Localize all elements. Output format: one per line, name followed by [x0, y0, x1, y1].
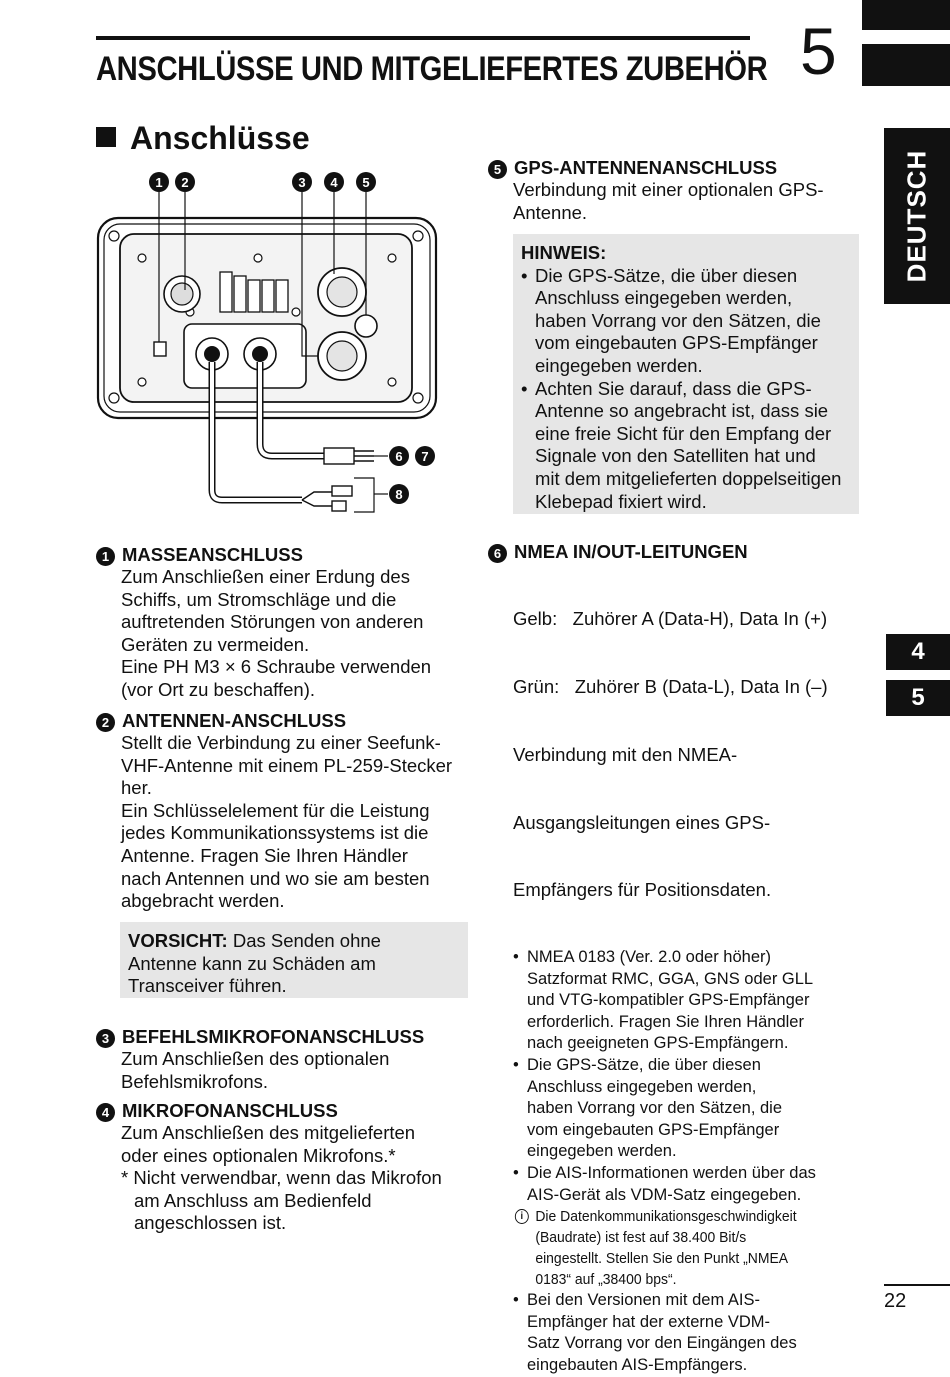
text-line: oder eines optionalen Mikrofons.* — [121, 1144, 396, 1166]
text-line: (Baudrate) ist fest auf 38.400 Bit/s — [535, 1229, 747, 1247]
footer-rule — [884, 1284, 950, 1286]
callout-6: 6 — [395, 449, 403, 464]
number-badge-2: 2 — [96, 713, 115, 732]
text-line: Die Datenkommunikationsgeschwindigkeit — [535, 1208, 797, 1226]
text-line: eingebauten AIS-Empfängers. — [527, 1356, 748, 1374]
text-line: Ausgangsleitungen eines GPS- — [513, 811, 771, 833]
caution-text: Antenne kann zu Schäden am — [128, 952, 376, 974]
text-line: mit dem mitgelieferten doppelseitigen — [535, 467, 842, 489]
text-line: Anschluss eingegeben werden, — [535, 287, 793, 309]
text-line: Antenne. — [513, 201, 588, 223]
text-line: Empfänger hat der externe VDM- — [527, 1312, 771, 1331]
text-line: Schiffs, um Stromschläge und die — [121, 588, 397, 610]
square-bullet-icon — [96, 127, 116, 147]
caution-text: Das Senden ohne — [227, 930, 381, 951]
text-line: eine freie Sicht für den Empfang der — [535, 422, 832, 444]
heading-antennen-anschluss: ANTENNEN-ANSCHLUSS — [122, 710, 347, 731]
list-item — [513, 947, 878, 1055]
text-line: Antenne so angebracht ist, dass sie — [535, 400, 829, 422]
callout-8: 8 — [395, 487, 403, 502]
text-line: Geräten zu vermeiden. — [121, 633, 310, 655]
text-line: Antenne. Fragen Sie Ihren Händler — [121, 844, 408, 866]
text-line: Anschluss eingegeben werden, — [527, 1077, 757, 1096]
text-line: (vor Ort zu beschaffen). — [121, 678, 315, 700]
text-line: Ein Schlüsselelement für die Leistung — [121, 799, 430, 821]
text-line: Signale von den Satelliten hat und — [535, 445, 816, 467]
number-badge-1: 1 — [96, 547, 115, 566]
text-line: • Die GPS-Sätze, die über diesen — [535, 264, 798, 286]
callout-2: 2 — [181, 175, 189, 190]
page-number: 22 — [884, 1290, 907, 1312]
text-line: jedes Kommunikationssystems ist die — [121, 822, 429, 844]
heading-mikrofonanschluss: MIKROFONANSCHLUSS — [122, 1100, 338, 1121]
text-line: Befehlsmikrofons. — [121, 1070, 269, 1092]
text-line: AIS-Gerät als VDM-Satz eingegeben. — [527, 1185, 802, 1204]
number-badge-3: 3 — [96, 1029, 115, 1048]
heading-gps-antennenanschluss: GPS-ANTENNENANSCHLUSS — [514, 157, 778, 178]
text-line: • NMEA 0183 (Ver. 2.0 oder höher) — [527, 948, 771, 967]
connector-diagram — [92, 160, 472, 520]
list-item — [513, 1055, 878, 1163]
text-line: 0183“ auf „38400 bps“. — [535, 1271, 677, 1289]
text-line: haben Vorrang vor den Sätzen, die — [527, 1099, 783, 1118]
thumb-tab-chapter — [862, 44, 950, 86]
chapter-title: ANSCHLÜSSE UND MITGELIEFERTES ZUBEHÖR — [96, 50, 768, 88]
section-title-label: Anschlüsse — [130, 120, 310, 156]
heading-nmea-leitungen: NMEA IN/OUT-LEITUNGEN — [514, 541, 748, 562]
number-badge-5: 5 — [488, 160, 507, 179]
chapter-number: 5 — [800, 14, 837, 88]
text-line: vom eingebauten GPS-Empfänger — [527, 1120, 780, 1139]
text-line: Eine PH M3 × 6 Schraube verwenden — [121, 656, 432, 678]
list-item — [513, 1290, 878, 1376]
text-line: Verbindung mit den NMEA- — [513, 743, 738, 765]
text-line: nach geeigneten GPS-Empfängern. — [527, 1034, 789, 1053]
text-line: Gelb: Zuhörer A (Data-H), Data In (+) — [513, 608, 828, 630]
footnote-line: am Anschluss am Bedienfeld — [134, 1189, 372, 1211]
text-line: Satz Vorrang vor den Eingängen des — [527, 1334, 797, 1353]
heading-befehlsmikrofonanschluss: BEFEHLSMIKROFONANSCHLUSS — [122, 1026, 425, 1047]
text-line: haben Vorrang vor den Sätzen, die — [535, 309, 821, 331]
footnote-line: angeschlossen ist. — [134, 1212, 287, 1234]
text-line: eingestellt. Stellen Sie den Punkt „NMEA — [535, 1250, 789, 1268]
callout-5: 5 — [362, 175, 370, 190]
text-line: • Die GPS-Sätze, die über diesen — [527, 1056, 761, 1075]
text-line: eingegeben werden. — [535, 354, 703, 376]
text-line: Grün: Zuhörer B (Data-L), Data In (–) — [513, 675, 828, 697]
callout-3: 3 — [298, 175, 306, 190]
text-line: • Bei den Versionen mit dem AIS- — [527, 1291, 760, 1310]
thumb-tab-top — [862, 0, 950, 30]
text-line: erforderlich. Fragen Sie Ihren Händler — [527, 1012, 804, 1031]
list-item — [521, 265, 851, 378]
text-line: Satzformat RMC, GGA, GNS oder GLL — [527, 969, 814, 988]
title-rule — [96, 36, 750, 40]
item-gps-antennenanschluss — [488, 157, 868, 224]
hinweis-label: HINWEIS: — [521, 242, 607, 263]
text-line: Verbindung mit einer optionalen GPS- — [513, 179, 824, 200]
number-badge-4: 4 — [96, 1103, 115, 1122]
caution-box — [120, 922, 468, 998]
callout-7: 7 — [421, 449, 429, 464]
text-line: VHF-Antenne mit einem PL-259-Stecker — [121, 754, 453, 776]
item-befehlsmikrofonanschluss — [96, 1026, 476, 1093]
text-line: Zum Anschließen des optionalen — [121, 1048, 390, 1069]
list-item — [513, 1163, 878, 1206]
text-line: nach Antennen und wo sie am besten — [121, 867, 430, 889]
text-line: vom eingebauten GPS-Empfänger — [535, 332, 818, 354]
text-line: Empfängers für Positionsdaten. — [513, 879, 772, 901]
item-antennen-anschluss — [96, 710, 476, 913]
text-line: Zum Anschließen einer Erdung des — [121, 566, 410, 587]
text-line: her. — [121, 777, 152, 799]
footnote-line: * Nicht verwendbar, wenn das Mikrofon — [121, 1167, 442, 1189]
text-line: eingegeben werden. — [527, 1142, 677, 1161]
section-title — [96, 120, 310, 157]
language-tab-label: DEUTSCH — [901, 149, 932, 283]
text-line: Zum Anschließen des mitgelieferten — [121, 1122, 416, 1143]
text-line: auftretenden Störungen von anderen — [121, 611, 424, 633]
text-line: und VTG-kompatibler GPS-Empfänger — [527, 991, 810, 1010]
caution-text: Transceiver führen. — [128, 975, 287, 997]
text-line: • Die AIS-Informationen werden über das — [527, 1164, 816, 1183]
hinweis-box — [513, 234, 859, 514]
text-line: abgebracht werden. — [121, 890, 285, 912]
item-masseanschluss — [96, 544, 476, 702]
info-note — [513, 1206, 879, 1290]
side-number-5: 5 — [886, 680, 950, 716]
list-item — [521, 378, 851, 514]
heading-masseanschluss: MASSEANSCHLUSS — [122, 544, 303, 565]
info-icon: i — [515, 1209, 529, 1224]
item-mikrofonanschluss — [96, 1100, 476, 1235]
text-line: Stellt die Verbindung zu einer Seefunk- — [121, 732, 441, 753]
callout-1: 1 — [155, 175, 163, 190]
text-line: • Achten Sie darauf, dass die GPS- — [535, 377, 812, 399]
text-line: Klebepad fixiert wird. — [535, 490, 707, 512]
language-tab — [884, 128, 950, 304]
number-badge-6: 6 — [488, 544, 507, 563]
caution-label: VORSICHT: — [128, 930, 228, 951]
side-number-4: 4 — [886, 634, 950, 670]
item-nmea-leitungen — [488, 541, 878, 1377]
callout-4: 4 — [330, 175, 338, 190]
